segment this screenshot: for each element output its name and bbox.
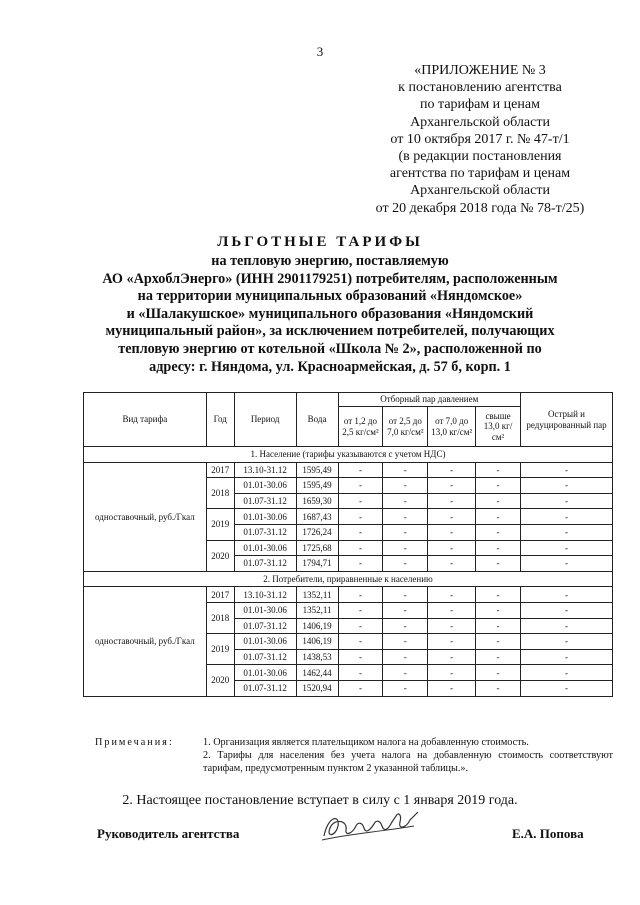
- empty-tariff-cell: -: [428, 618, 476, 634]
- empty-tariff-cell: -: [338, 493, 383, 509]
- empty-tariff-cell: -: [476, 618, 521, 634]
- empty-tariff-cell: -: [383, 665, 428, 681]
- empty-tariff-cell: -: [428, 462, 476, 478]
- empty-tariff-cell: -: [338, 634, 383, 650]
- header-year: Год: [206, 393, 234, 447]
- subtitle-line: на тепловую энергию, поставляемую: [211, 253, 449, 269]
- empty-tariff-cell: -: [521, 587, 613, 603]
- empty-tariff-cell: -: [383, 493, 428, 509]
- empty-tariff-cell: -: [428, 602, 476, 618]
- empty-tariff-cell: -: [428, 665, 476, 681]
- empty-tariff-cell: -: [521, 493, 613, 509]
- tariff-type-label: одноставочный, руб./Гкал: [84, 462, 207, 571]
- notes-items: [203, 736, 613, 775]
- empty-tariff-cell: -: [428, 587, 476, 603]
- water-tariff-cell: 1406,19: [296, 618, 338, 634]
- header-water: Вода: [296, 393, 338, 447]
- empty-tariff-cell: -: [428, 634, 476, 650]
- notes-label: Примечания:: [95, 737, 174, 748]
- header-steam-2: от 2,5 до 7,0 кг/см²: [383, 407, 428, 447]
- subtitle-line: на территории муниципальных образований «Няндомское»: [137, 288, 523, 305]
- header-steam-1: от 1,2 до 2,5 кг/см²: [338, 407, 383, 447]
- empty-tariff-cell: -: [428, 556, 476, 572]
- subtitle-line: и «Шалакушское» муниципального образования «Няндомский: [126, 305, 534, 322]
- period-cell: 01.01-30.06: [234, 509, 296, 525]
- empty-tariff-cell: -: [428, 540, 476, 556]
- empty-tariff-cell: -: [338, 665, 383, 681]
- appendix-line: (в редакции постановления: [398, 149, 562, 165]
- water-tariff-cell: 1659,30: [296, 493, 338, 509]
- empty-tariff-cell: -: [521, 462, 613, 478]
- empty-tariff-cell: -: [476, 665, 521, 681]
- section-title: 1. Население (тарифы указываются с учетом НДС): [84, 447, 613, 463]
- empty-tariff-cell: -: [383, 524, 428, 540]
- water-tariff-cell: 1794,71: [296, 556, 338, 572]
- signatory-name: Е.А. Попова: [512, 826, 584, 841]
- empty-tariff-cell: -: [521, 509, 613, 525]
- empty-tariff-cell: -: [476, 493, 521, 509]
- table-row: [84, 462, 613, 478]
- empty-tariff-cell: -: [383, 540, 428, 556]
- empty-tariff-cell: -: [521, 478, 613, 494]
- empty-tariff-cell: -: [428, 493, 476, 509]
- header-sharp-steam: Острый и редуцированный пар: [521, 393, 613, 447]
- effective-date-paragraph: 2. Настоящее постановление вступает в силу с 1 января 2019 года.: [122, 793, 518, 808]
- subtitle-line: адресу: г. Няндома, ул. Красноармейская, д. 57 б, корп. 1: [149, 358, 511, 375]
- year-cell: 2017: [206, 587, 234, 603]
- appendix-line: Архангельской области: [410, 114, 550, 130]
- empty-tariff-cell: -: [338, 680, 383, 696]
- empty-tariff-cell: -: [476, 462, 521, 478]
- empty-tariff-cell: -: [476, 540, 521, 556]
- appendix-line: от 10 октября 2017 г. № 47-т/1: [390, 131, 570, 147]
- empty-tariff-cell: -: [521, 665, 613, 681]
- empty-tariff-cell: -: [476, 509, 521, 525]
- appendix-line: к постановлению агентства: [398, 80, 562, 96]
- empty-tariff-cell: -: [383, 618, 428, 634]
- water-tariff-cell: 1462,44: [296, 665, 338, 681]
- empty-tariff-cell: -: [521, 680, 613, 696]
- empty-tariff-cell: -: [338, 556, 383, 572]
- empty-tariff-cell: -: [521, 556, 613, 572]
- subtitle-line: АО «АрхоблЭнерго» (ИНН 2901179251) потребителям, расположенным: [102, 270, 558, 287]
- empty-tariff-cell: -: [383, 680, 428, 696]
- header-steam-3: от 7,0 до 13,0 кг/см²: [428, 407, 476, 447]
- water-tariff-cell: 1726,24: [296, 524, 338, 540]
- empty-tariff-cell: -: [383, 478, 428, 494]
- water-tariff-cell: 1595,49: [296, 462, 338, 478]
- empty-tariff-cell: -: [338, 478, 383, 494]
- water-tariff-cell: 1687,43: [296, 509, 338, 525]
- appendix-line: по тарифам и ценам: [420, 97, 540, 113]
- empty-tariff-cell: -: [338, 540, 383, 556]
- empty-tariff-cell: -: [521, 649, 613, 665]
- empty-tariff-cell: -: [521, 618, 613, 634]
- document-subtitle: [70, 253, 590, 376]
- empty-tariff-cell: -: [338, 524, 383, 540]
- subtitle-line: муниципальный район», за исключением потребителей, получающих: [105, 323, 555, 340]
- empty-tariff-cell: -: [521, 540, 613, 556]
- year-cell: 2018: [206, 478, 234, 509]
- empty-tariff-cell: -: [338, 462, 383, 478]
- appendix-reference: [330, 62, 630, 217]
- empty-tariff-cell: -: [338, 618, 383, 634]
- year-cell: 2019: [206, 634, 234, 665]
- water-tariff-cell: 1438,53: [296, 649, 338, 665]
- handwritten-signature: [318, 808, 428, 849]
- water-tariff-cell: 1595,49: [296, 478, 338, 494]
- section-title-row: [84, 571, 613, 587]
- period-cell: 01.01-30.06: [234, 478, 296, 494]
- appendix-line: от 20 декабря 2018 года № 78-т/25): [375, 200, 585, 216]
- period-cell: 01.07-31.12: [234, 680, 296, 696]
- period-cell: 13.10-31.12: [234, 587, 296, 603]
- year-cell: 2020: [206, 540, 234, 571]
- header-steam-group: Отборный пар давлением: [338, 393, 521, 407]
- appendix-line: Архангельской области: [410, 183, 550, 199]
- appendix-line: агентства по тарифам и ценам: [389, 166, 571, 182]
- header-tariff-type: Вид тарифа: [84, 393, 207, 447]
- empty-tariff-cell: -: [476, 478, 521, 494]
- empty-tariff-cell: -: [476, 634, 521, 650]
- year-cell: 2018: [206, 602, 234, 633]
- section-title: 2. Потребители, приравненные к населению: [84, 571, 613, 587]
- year-cell: 2017: [206, 462, 234, 478]
- empty-tariff-cell: -: [383, 587, 428, 603]
- empty-tariff-cell: -: [383, 649, 428, 665]
- tariff-type-label: одноставочный, руб./Гкал: [84, 587, 207, 696]
- period-cell: 01.07-31.12: [234, 524, 296, 540]
- note-item: 1. Организация является плательщиком налога на добавленную стоимость.: [203, 737, 529, 748]
- signatory-position: Руководитель агентства: [97, 826, 240, 841]
- year-cell: 2019: [206, 509, 234, 540]
- water-tariff-cell: 1725,68: [296, 540, 338, 556]
- empty-tariff-cell: -: [383, 462, 428, 478]
- empty-tariff-cell: -: [338, 649, 383, 665]
- document-title: ЛЬГОТНЫЕ ТАРИФЫ: [217, 234, 423, 250]
- period-cell: 01.07-31.12: [234, 649, 296, 665]
- empty-tariff-cell: -: [383, 634, 428, 650]
- subtitle-line: тепловую энергию от котельной «Школа № 2», расположенной по: [118, 340, 542, 357]
- water-tariff-cell: 1406,19: [296, 634, 338, 650]
- water-tariff-cell: 1352,11: [296, 602, 338, 618]
- empty-tariff-cell: -: [338, 509, 383, 525]
- water-tariff-cell: 1352,11: [296, 587, 338, 603]
- year-cell: 2020: [206, 665, 234, 696]
- empty-tariff-cell: -: [476, 680, 521, 696]
- empty-tariff-cell: -: [428, 524, 476, 540]
- empty-tariff-cell: -: [338, 602, 383, 618]
- period-cell: 01.01-30.06: [234, 602, 296, 618]
- empty-tariff-cell: -: [476, 649, 521, 665]
- empty-tariff-cell: -: [521, 524, 613, 540]
- empty-tariff-cell: -: [428, 478, 476, 494]
- empty-tariff-cell: -: [521, 602, 613, 618]
- period-cell: 01.01-30.06: [234, 634, 296, 650]
- empty-tariff-cell: -: [428, 509, 476, 525]
- water-tariff-cell: 1520,94: [296, 680, 338, 696]
- period-cell: 13.10-31.12: [234, 462, 296, 478]
- empty-tariff-cell: -: [428, 649, 476, 665]
- empty-tariff-cell: -: [383, 556, 428, 572]
- empty-tariff-cell: -: [476, 587, 521, 603]
- period-cell: 01.01-30.06: [234, 540, 296, 556]
- period-cell: 01.07-31.12: [234, 618, 296, 634]
- tariff-table: [83, 392, 613, 697]
- empty-tariff-cell: -: [476, 556, 521, 572]
- note-item: 2. Тарифы для населения без учета налога на добавленную стоимость соответствуют тарифам, предусмотренным пунктом 2 указанной таблицы.».: [203, 750, 613, 774]
- table-row: [84, 587, 613, 603]
- period-cell: 01.01-30.06: [234, 665, 296, 681]
- appendix-line: «ПРИЛОЖЕНИЕ № 3: [414, 63, 546, 78]
- period-cell: 01.07-31.12: [234, 493, 296, 509]
- header-period: Период: [234, 393, 296, 447]
- empty-tariff-cell: -: [428, 680, 476, 696]
- empty-tariff-cell: -: [476, 602, 521, 618]
- empty-tariff-cell: -: [383, 509, 428, 525]
- empty-tariff-cell: -: [383, 602, 428, 618]
- empty-tariff-cell: -: [521, 634, 613, 650]
- page-number: 3: [316, 44, 324, 59]
- empty-tariff-cell: -: [476, 524, 521, 540]
- section-title-row: [84, 447, 613, 463]
- table-body: [84, 447, 613, 697]
- header-steam-4: свыше 13,0 кг/см²: [476, 407, 521, 447]
- empty-tariff-cell: -: [338, 587, 383, 603]
- period-cell: 01.07-31.12: [234, 556, 296, 572]
